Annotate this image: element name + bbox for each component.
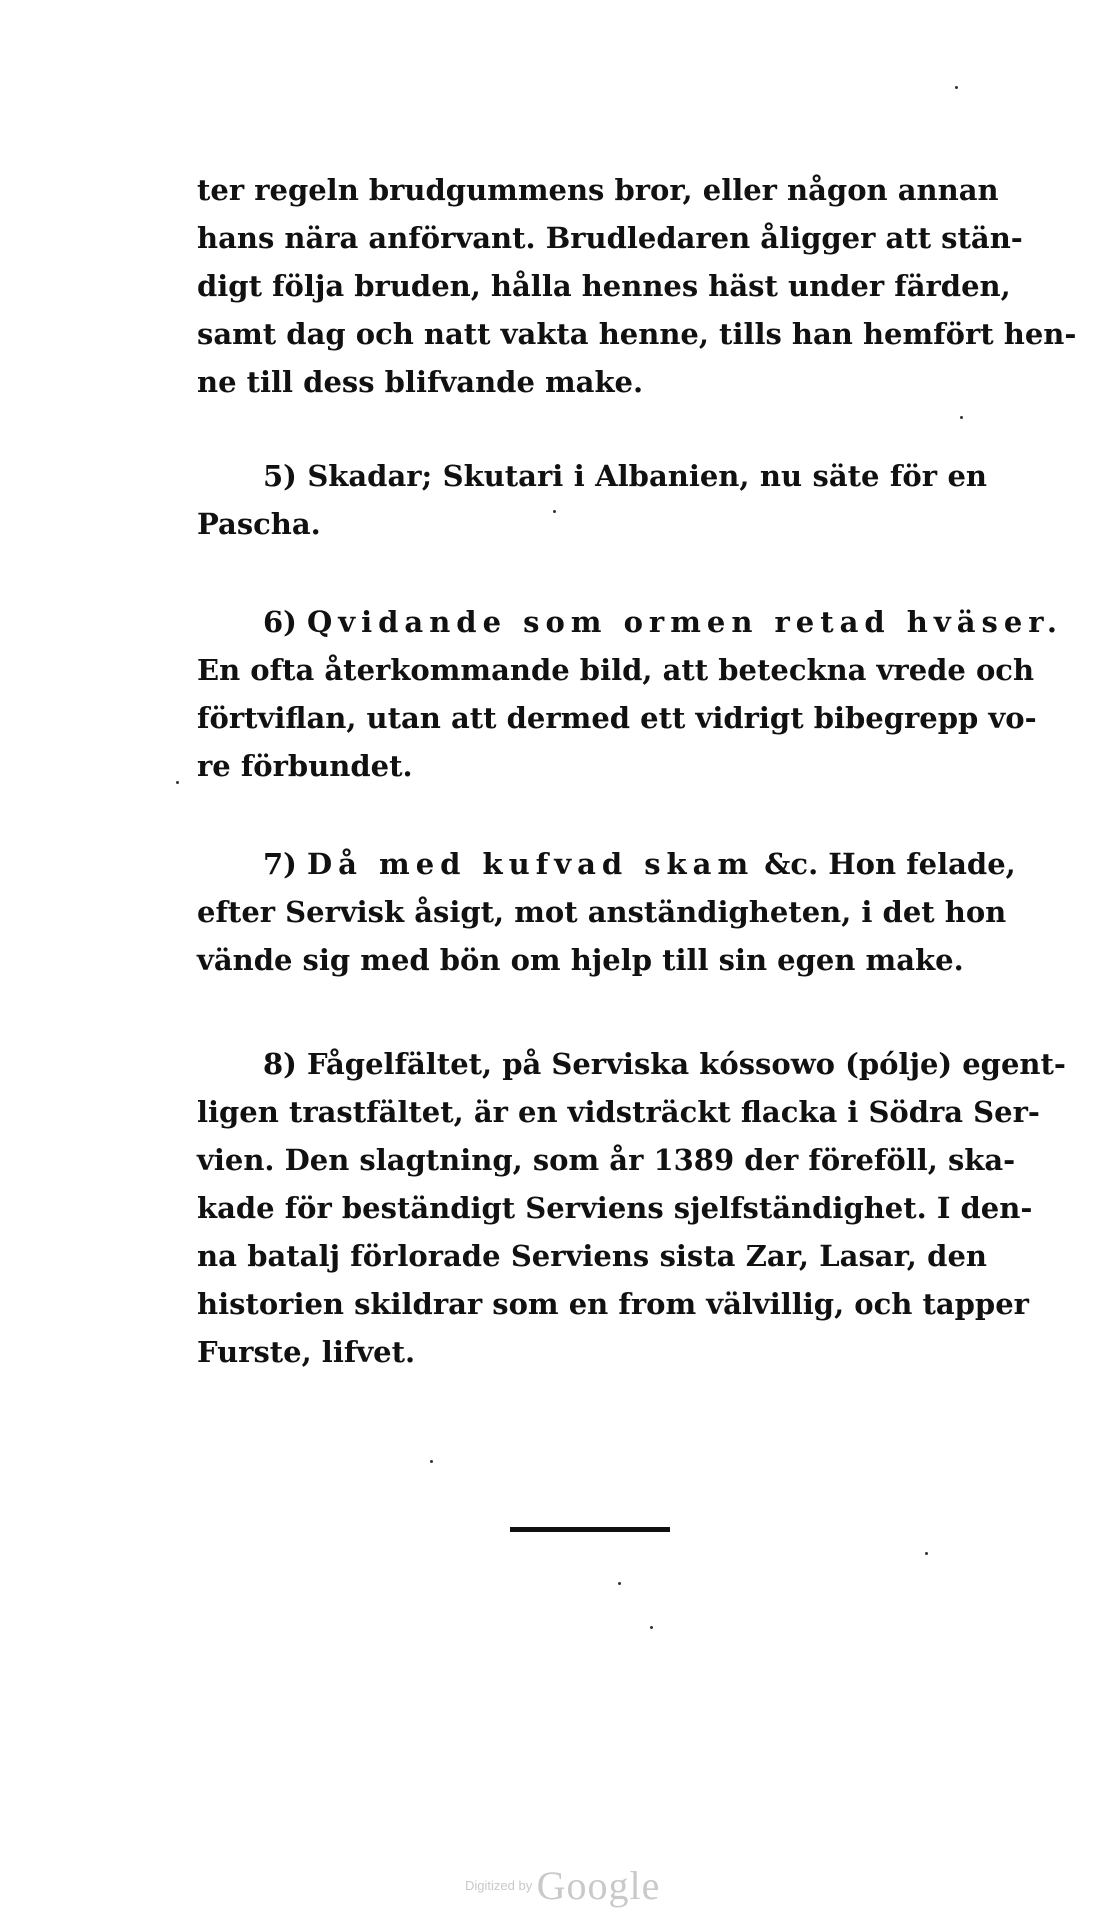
- text-line: Furste, lifvet.: [197, 1335, 416, 1369]
- text-line: vien. Den slagtning, som år 1389 der föreföll, ska-: [197, 1143, 1016, 1177]
- text-line: samt dag och natt vakta henne, tills han hemfört hen-: [197, 317, 1077, 351]
- text-line: Pascha.: [197, 507, 321, 541]
- note-7: [197, 840, 1016, 984]
- note-number: 7): [263, 847, 297, 881]
- scan-speck: [553, 510, 556, 513]
- text-line: En ofta återkommande bild, att beteckna vrede och: [197, 653, 1035, 687]
- note-text: &c. Hon felade,: [764, 847, 1016, 881]
- text-line: förtviflan, utan att dermed ett vidrigt bibegrepp vo-: [197, 701, 1037, 735]
- watermark-prefix: Digitized by: [465, 1878, 533, 1893]
- text-line: hans nära anförvant. Brudledaren åligger att stän-: [197, 221, 1023, 255]
- note-5: [197, 452, 987, 548]
- text-line: vände sig med bön om hjelp till sin egen make.: [197, 943, 964, 977]
- note-number: 6): [263, 605, 297, 639]
- scan-speck: [960, 416, 963, 419]
- end-rule-divider: [510, 1527, 670, 1532]
- scan-speck: [650, 1626, 653, 1629]
- scan-speck: [430, 1460, 433, 1463]
- text-line: ter regeln brudgummens bror, eller någon annan: [197, 173, 999, 207]
- digitized-by-google-watermark: [465, 1862, 660, 1909]
- note-heading-line: [197, 840, 1016, 888]
- google-logo: Google: [536, 1863, 661, 1908]
- note-heading-line: [197, 598, 1064, 646]
- scan-speck: [176, 781, 179, 784]
- text-line: 8) Fågelfältet, på Serviska kóssowo (pólje) egent-: [263, 1047, 1066, 1081]
- text-line: digt följa bruden, hålla hennes häst under färden,: [197, 269, 1011, 303]
- scan-speck: [618, 1582, 621, 1585]
- text-line: ligen trastfältet, är en vidsträckt flacka i Södra Ser-: [197, 1095, 1040, 1129]
- text-line: re förbundet.: [197, 749, 413, 783]
- note-6: [197, 598, 1064, 790]
- text-line: ne till dess blifvande make.: [197, 365, 644, 399]
- scan-speck: [925, 1552, 928, 1555]
- quoted-verse: Qvidande som ormen retad hväser.: [307, 605, 1064, 639]
- quoted-verse: Då med kufvad skam: [307, 847, 755, 881]
- paragraph-continuation: [197, 166, 1077, 406]
- text-line: efter Servisk åsigt, mot anständigheten, i det hon: [197, 895, 1007, 929]
- text-line: kade för beständigt Serviens sjelfständighet. I den-: [197, 1191, 1033, 1225]
- text-line: 5) Skadar; Skutari i Albanien, nu säte för en: [263, 459, 987, 493]
- note-8: [197, 1040, 1066, 1376]
- text-line: historien skildrar som en from välvillig, och tapper: [197, 1287, 1029, 1321]
- scan-speck: [955, 86, 958, 89]
- text-line: na batalj förlorade Serviens sista Zar, Lasar, den: [197, 1239, 987, 1273]
